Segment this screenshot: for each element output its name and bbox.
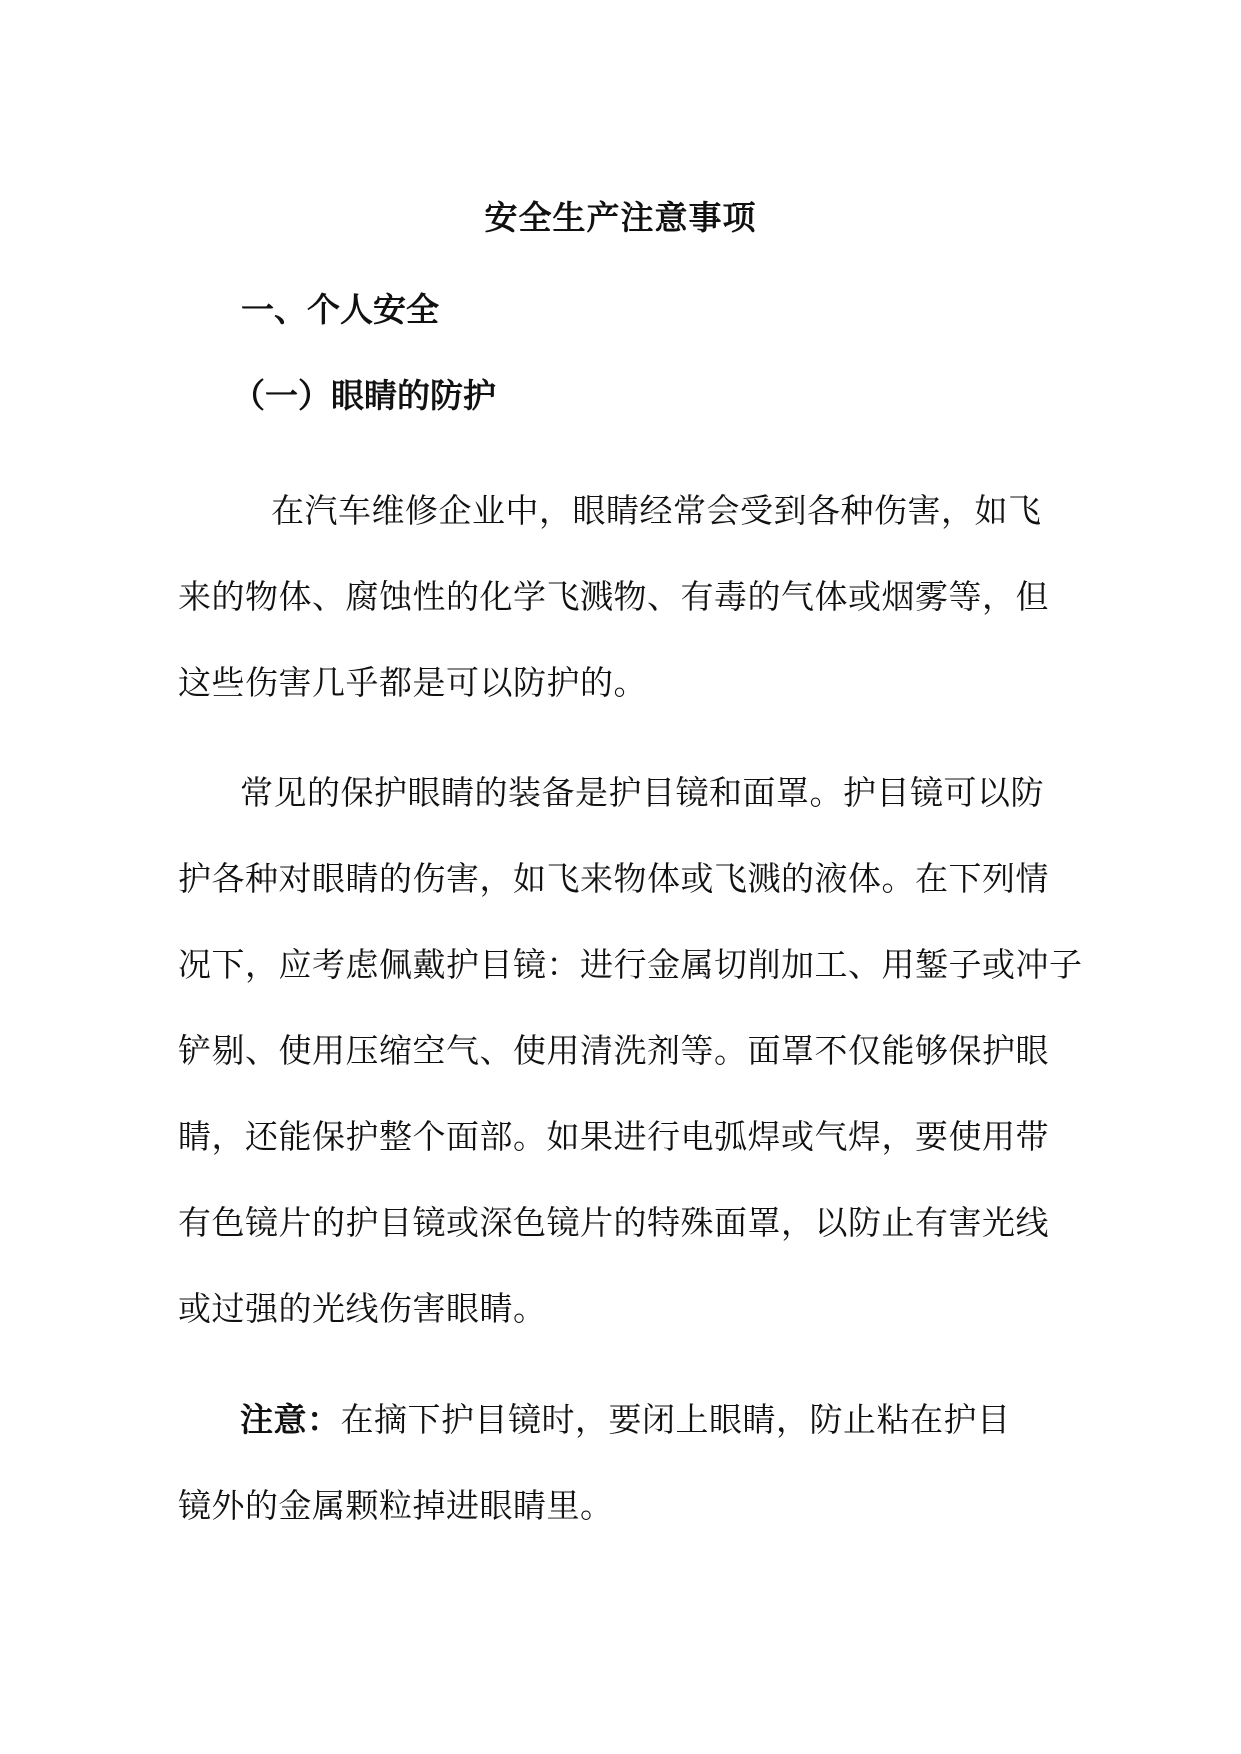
note-label: 注意： — [240, 1400, 341, 1439]
paragraph-line: 这些伤害几乎都是可以防护的。 — [178, 663, 647, 702]
paragraph-line: 或过强的光线伤害眼睛。 — [178, 1289, 547, 1328]
paragraph-line: 况下，应考虑佩戴护目镜：进行金属切削加工、用錾子或冲子 — [178, 945, 1083, 984]
paragraph-line: 护各种对眼睛的伤害，如飞来物体或飞溅的液体。在下列情 — [178, 859, 1049, 898]
paragraph-line: 在汽车维修企业中，眼睛经常会受到各种伤害，如飞 — [271, 491, 1042, 530]
section-heading: 一、个人安全 — [241, 290, 439, 329]
paragraph-line: 镜外的金属颗粒掉进眼睛里。 — [178, 1486, 614, 1525]
paragraph-intro — [178, 468, 1068, 726]
note-text: 在摘下护目镜时，要闭上眼睛，防止粘在护目 — [340, 1400, 1011, 1439]
note-first-line — [178, 1377, 1068, 1463]
paragraph-note — [178, 1377, 1068, 1549]
paragraph-line: 来的物体、腐蚀性的化学飞溅物、有毒的气体或烟雾等，但 — [178, 577, 1049, 616]
paragraph-line: 有色镜片的护目镜或深色镜片的特殊面罩，以防止有害光线 — [178, 1203, 1049, 1242]
paragraph-line: 常见的保护眼睛的装备是护目镜和面罩。护目镜可以防 — [240, 773, 1044, 812]
paragraph-equipment — [178, 750, 1083, 1352]
paragraph-line: 铲剔、使用压缩空气、使用清洗剂等。面罩不仅能够保护眼 — [178, 1031, 1049, 1070]
sub-heading: （一）眼睛的防护 — [232, 376, 496, 415]
document-title: 安全生产注意事项 — [484, 198, 757, 237]
paragraph-line: 睛，还能保护整个面部。如果进行电弧焊或气焊，要使用带 — [178, 1117, 1049, 1156]
